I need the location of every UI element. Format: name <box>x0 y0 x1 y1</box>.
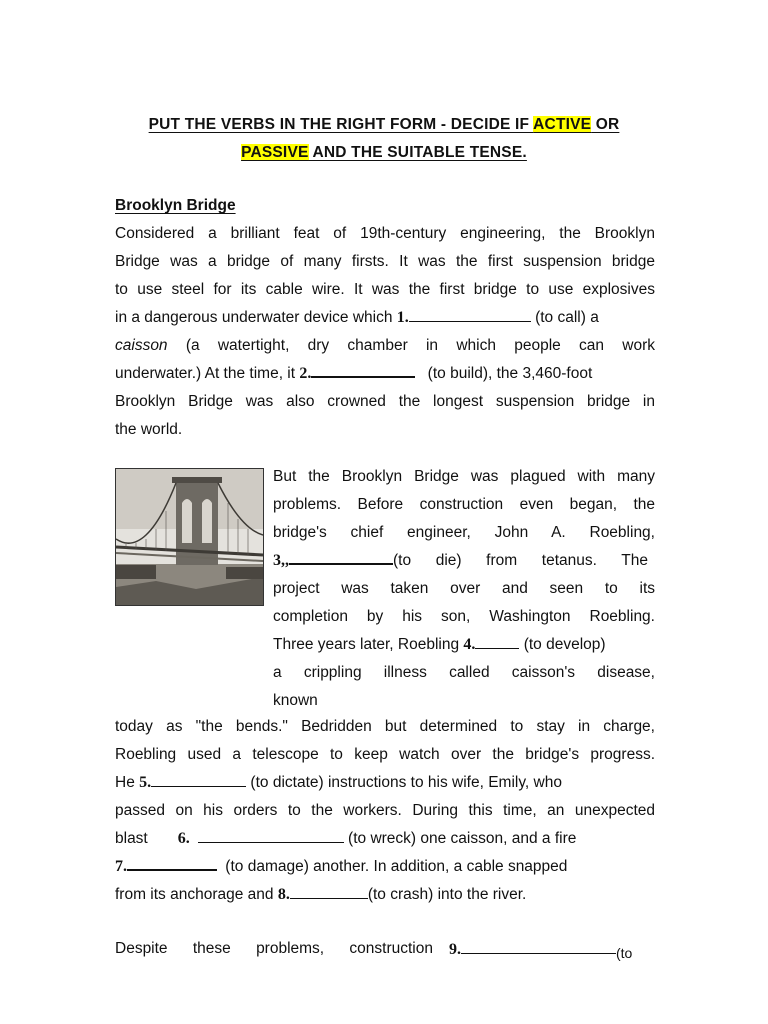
text: (to dictate) instructions to his wife, Emily, who <box>246 774 562 791</box>
answer-blank-2[interactable] <box>311 362 415 378</box>
bridge-image-icon <box>116 469 263 605</box>
p1-line: Considered a brilliant feat of 19th-century engineering, the Brooklyn <box>115 225 655 242</box>
blank-number-5: 5. <box>139 774 152 791</box>
text: Three years later, Roebling <box>273 636 464 653</box>
blank-number-2: 2. <box>299 365 312 382</box>
active-highlight: ACTIVE <box>533 116 592 133</box>
answer-blank-1[interactable] <box>409 307 531 322</box>
blank-number-6: 6. <box>177 830 190 847</box>
heading-or: OR <box>591 116 620 133</box>
blank-number-4: 4. <box>463 636 476 653</box>
p3-line-blank-5 <box>115 769 655 797</box>
blank-number-9: 9. <box>449 941 461 958</box>
p4-line-blank-9 <box>115 935 655 963</box>
p2-line: problems. Before construction even began, the <box>273 496 655 513</box>
text: blast <box>115 830 148 847</box>
text: (to die) from tetanus. The <box>393 552 648 569</box>
blank-number-1: 1. <box>396 309 409 326</box>
paragraph-3 <box>115 713 655 909</box>
text: (to damage) another. In addition, a cable snapped <box>221 858 568 875</box>
text: Despite these problems, construction <box>115 940 433 957</box>
p3-line: passed on his orders to the workers. During this time, an unexpected <box>115 802 655 819</box>
section-title: Brooklyn Bridge <box>115 197 236 214</box>
blank-number-3: 3,, <box>273 552 289 569</box>
text: (to develop) <box>519 636 606 653</box>
p1-line-blank-1 <box>115 304 655 332</box>
p2-line: bridge's chief engineer, John A. Roebling, <box>273 524 655 541</box>
passive-highlight: PASSIVE <box>241 144 309 161</box>
text: He <box>115 774 140 791</box>
text: (to wreck) one caisson, and a fire <box>343 830 577 847</box>
heading-tense: AND THE SUITABLE TENSE. <box>308 144 527 161</box>
p2-line: But the Brooklyn Bridge was plagued with many <box>273 468 655 485</box>
text: (to crash) into the river. <box>367 886 527 903</box>
text: (to build), the 3,460-foot <box>423 365 593 382</box>
caisson-term: caisson <box>115 337 168 354</box>
p2-line: completion by his son, Washington Roebling. <box>273 608 655 625</box>
p3-line-blank-8 <box>115 881 655 909</box>
p1-line: Brooklyn Bridge was also crowned the longest suspension bridge in <box>115 393 655 410</box>
p3-line-blank-7 <box>115 853 655 881</box>
text: (to <box>616 945 633 961</box>
answer-blank-4[interactable] <box>475 634 519 649</box>
text: (a watertight, dry chamber in which people can work <box>167 337 655 354</box>
p2-line: project was taken over and seen to its <box>273 580 655 597</box>
instruction-heading-line1 <box>110 116 658 134</box>
brooklyn-bridge-photo <box>115 468 264 606</box>
p3-line: Roebling used a telescope to keep watch over the bridge's progress. <box>115 746 655 763</box>
heading-text: PUT THE VERBS IN THE RIGHT FORM - DECIDE IF <box>148 116 534 133</box>
p2-line: known <box>273 692 318 709</box>
answer-blank-7[interactable] <box>127 855 217 871</box>
paragraph-4 <box>115 935 655 963</box>
instruction-heading-line2 <box>110 144 658 162</box>
p1-line <box>115 332 655 360</box>
text: underwater.) At the time, it <box>115 365 300 382</box>
answer-blank-6[interactable] <box>198 828 344 843</box>
blank-number-7: 7. <box>115 858 127 875</box>
answer-blank-8[interactable] <box>290 884 368 899</box>
p3-line-blank-6 <box>115 825 655 853</box>
p2-line-blank-3 <box>273 547 655 575</box>
p1-line: Bridge was a bridge of many firsts. It was the first suspension bridge <box>115 253 655 270</box>
answer-blank-3[interactable] <box>289 549 393 565</box>
p2-line-blank-4 <box>273 631 655 659</box>
p1-line: the world. <box>115 421 183 438</box>
blank-number-8: 8. <box>277 886 290 903</box>
answer-blank-5[interactable] <box>151 772 246 787</box>
text: (to call) a <box>530 309 599 326</box>
paragraph-1 <box>115 220 655 444</box>
text: from its anchorage and <box>115 886 278 903</box>
p1-line: to use steel for its cable wire. It was the first bridge to use explosives <box>115 281 655 298</box>
text: in a dangerous underwater device which <box>115 309 397 326</box>
p3-line: today as "the bends." Bedridden but determined to stay in charge, <box>115 718 655 735</box>
answer-blank-9[interactable] <box>461 939 616 954</box>
p2-line: a crippling illness called caisson's disease, <box>273 664 655 681</box>
p1-line-blank-2 <box>115 360 655 388</box>
paragraph-2 <box>273 463 655 715</box>
